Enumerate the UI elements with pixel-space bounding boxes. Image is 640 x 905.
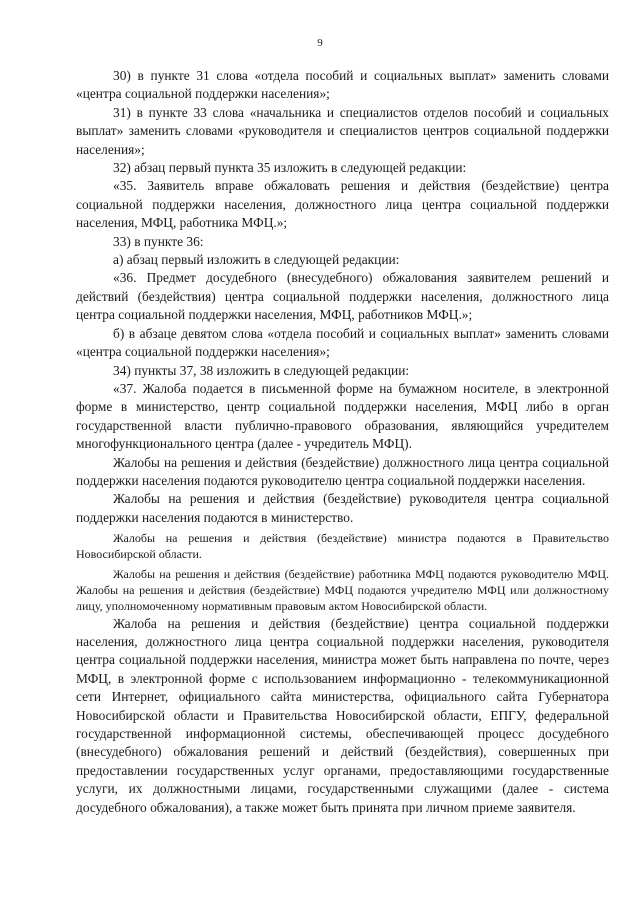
paragraph-item-33: 33) в пункте 36: [113, 233, 204, 249]
document-body [76, 67, 609, 817]
page-number: 9 [317, 37, 323, 49]
paragraph-item-30: 30) в пункте 31 слова «отдела пособий и социальных выплат» заменить словами «центра социальной поддержки населения»; [76, 68, 609, 102]
paragraph-clause-37: «37. Жалоба подается в письменной форме на бумажном носителе, в электронной форме в министерство, центр социальной поддержки населения, МФЦ либо в орган государственной власти публично-правового образования, являющийся учредителем многофункционального центра (далее - учредитель МФЦ). [76, 380, 609, 452]
paragraph-complaint-channels: Жалоба на решения и действия (бездействие) центра социальной поддержки населения, должностного лица центра социальной поддержки населения, руководителя центра социальной поддержки населения, министра может быть направлена по почте, через МФЦ, в электронной форме с использованием информационно - телекоммуникационной сети Интернет, официального сайта министерства, официального сайта Губернатора Новосибирской области и Правительства Новосибирской области, ЕПГУ, федеральной государственной информационной системы, обеспечивающей процесс досудебного (внесудебного) обжалования решений и действий (бездействия), совершенных при предоставлении государственных услуг органами, предоставляющими государственные услуги, их должностными лицами, государственными служащими (далее - система досудебного обжалования), а также может быть принята при личном приеме заявителя. [76, 615, 609, 815]
paragraph-complaints-mfc: Жалобы на решения и действия (бездействие) работника МФЦ подаются руководителю МФЦ. Жалобы на решения и действия (бездействие) МФЦ подаются учредителю МФЦ или должностному лицу, уполномоченному нормативным правовым актом Новосибирской области. [76, 566, 609, 614]
paragraph-clause-35: «35. Заявитель вправе обжаловать решения и действия (бездействие) центра социальной поддержки населения, должностного лица центра социальной поддержки населения, МФЦ, работника МФЦ.»; [76, 178, 609, 231]
paragraph-complaints-official: Жалобы на решения и действия (бездействие) должностного лица центра социальной поддержки населения подаются руководителю центра социальной поддержки населения. [76, 454, 609, 488]
paragraph-subitem-b: б) в абзаце девятом слова «отдела пособий и социальных выплат» заменить словами «центра социальной поддержки населения»; [76, 325, 609, 360]
paragraph-item-31: 31) в пункте 33 слова «начальника и специалистов отделов пособий и социальных выплат» заменить словами «руководителя и специалистов центров социальной поддержки населения»; [76, 104, 609, 157]
paragraph-complaints-head: Жалобы на решения и действия (бездействие) руководителя центра социальной поддержки населения подаются в министерство. [76, 491, 609, 525]
paragraph-clause-36: «36. Предмет досудебного (внесудебного) обжалования заявителем решений и действий (бездействия) центра социальной поддержки населения, должностного лица центра социальной поддержки населения, МФЦ, работников МФЦ.»; [76, 270, 609, 323]
paragraph-subitem-a: а) абзац первый изложить в следующей редакции: [113, 252, 400, 268]
paragraph-complaints-minister: Жалобы на решения и действия (бездействие) министра подаются в Правительство Новосибирской области. [76, 531, 609, 562]
paragraph-item-32: 32) абзац первый пункта 35 изложить в следующей редакции: [113, 160, 467, 176]
paragraph-item-34: 34) пункты 37, 38 изложить в следующей редакции: [113, 362, 410, 378]
